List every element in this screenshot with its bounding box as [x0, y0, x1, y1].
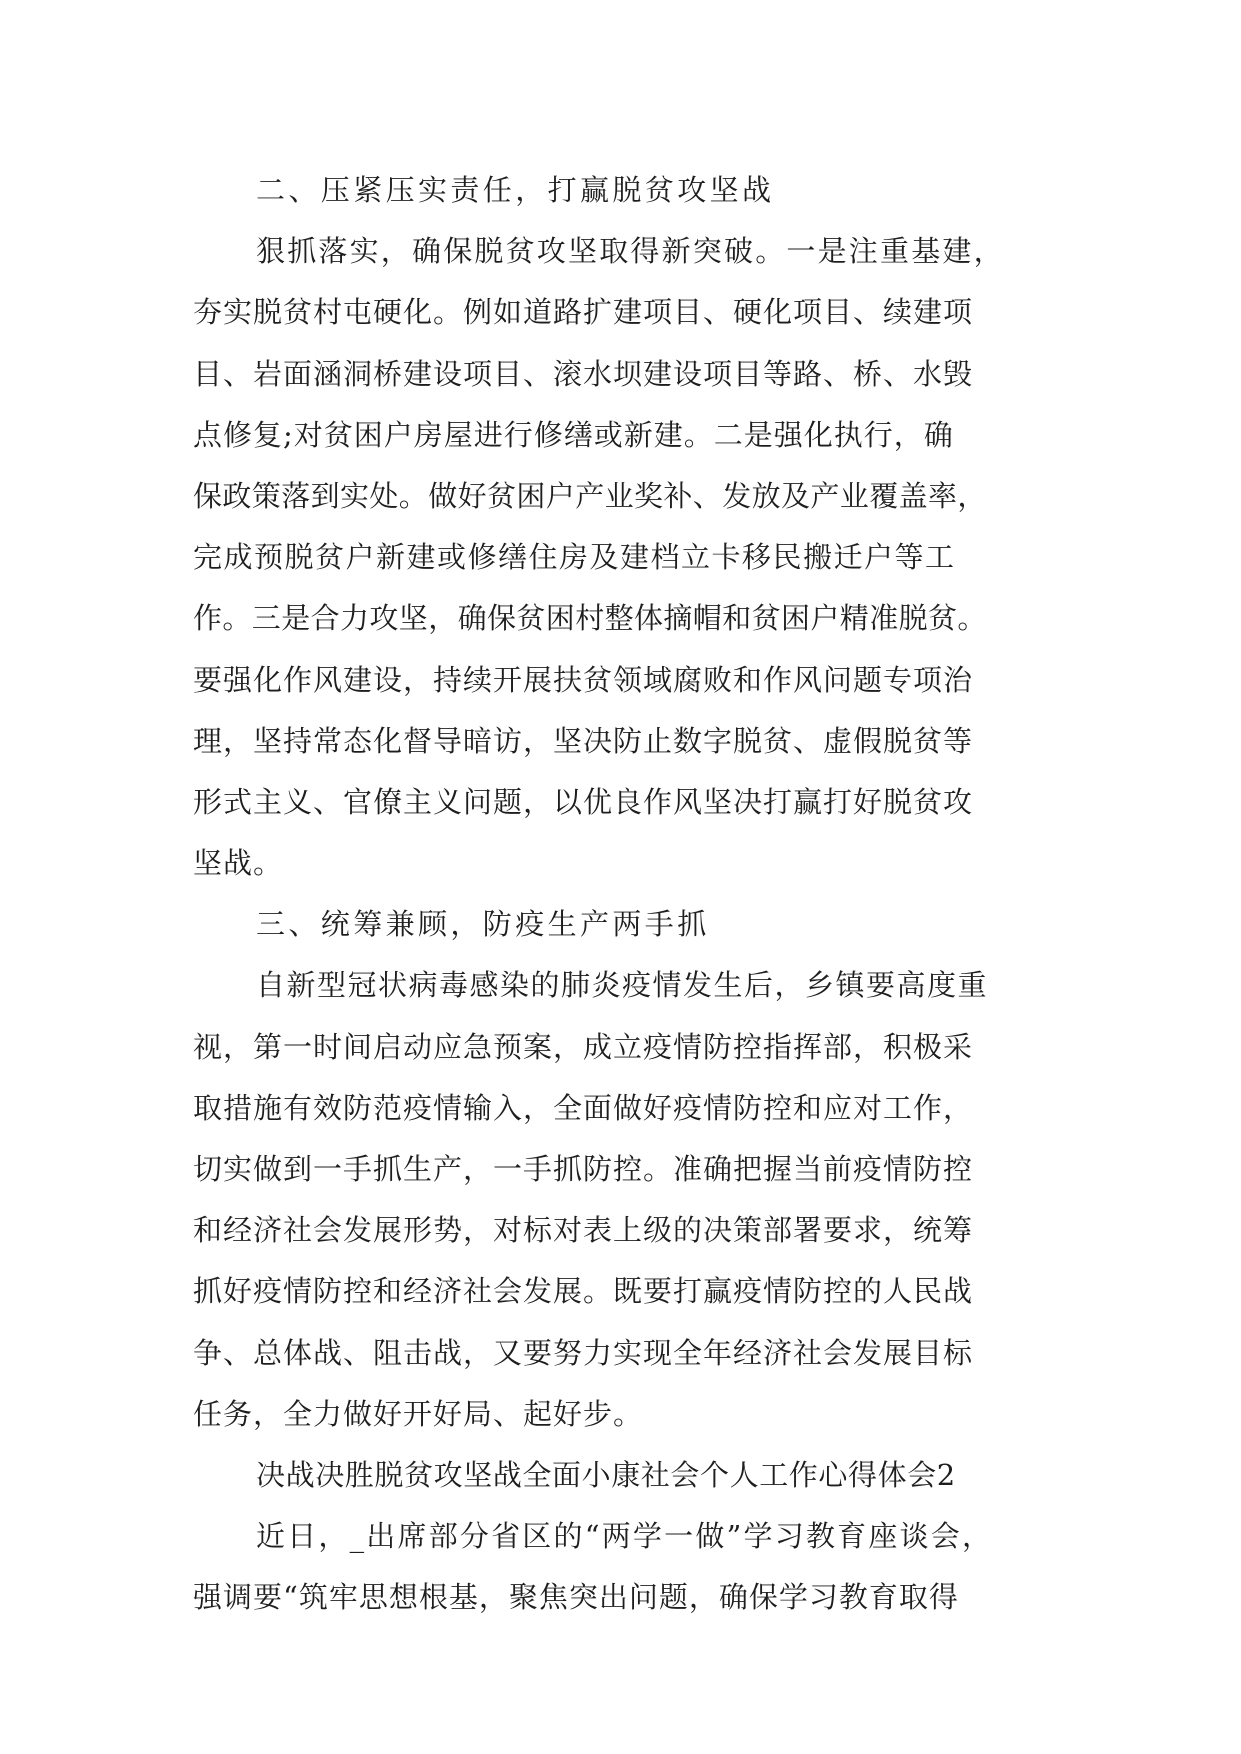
paragraph-line: 夯实脱贫村屯硬化。例如道路扩建项目、硬化项目、续建项 — [193, 295, 974, 330]
paragraph-line: 目、岩面涵洞桥建设项目、滚水坝建设项目等路、桥、水毁 — [193, 356, 974, 391]
paragraph-line: 切实做到一手抓生产，一手抓防控。准确把握当前疫情防控 — [193, 1152, 974, 1186]
paragraph-first-line: 狠抓落实，确保脱贫攻坚取得新突破。一是注重基建， — [256, 234, 1005, 269]
paragraph-first-line: 决战决胜脱贫攻坚战全面小康社会个人工作心得体会2 — [256, 1457, 956, 1492]
paragraph-line: 保政策落到实处。做好贫困户产业奖补、发放及产业覆盖率， — [193, 478, 987, 513]
document-body — [193, 160, 1073, 1629]
paragraph-line: 形式主义、官僚主义问题，以优良作风坚决打赢打好脱贫攻 — [193, 784, 974, 819]
paragraph-line: 任务，全力做好开好局、起好步。 — [193, 1396, 644, 1431]
paragraph-line: 坚战。 — [193, 846, 284, 881]
paragraph-line: 抓好疫情防控和经济社会发展。既要打赢疫情防控的人民战 — [193, 1274, 974, 1309]
paragraph-first-line: 自新型冠状病毒感染的肺炎疫情发生后，乡镇要高度重 — [256, 968, 989, 1003]
paragraph-line: 理，坚持常态化督导暗访，坚决防止数字脱贫、虚假脱贫等 — [193, 723, 974, 758]
paragraph-line: 争、总体战、阻击战，又要努力实现全年经济社会发展目标 — [193, 1335, 974, 1370]
paragraph-line: 作。三是合力攻坚，确保贫困村整体摘帽和贫困户精准脱贫。 — [193, 601, 987, 636]
paragraph-line: 和经济社会发展形势，对标对表上级的决策部署要求，统筹 — [193, 1213, 974, 1248]
paragraph-first-line: 二、压紧压实责任，打赢脱贫攻坚战 — [256, 173, 775, 207]
paragraph-line: 视，第一时间启动应急预案，成立疫情防控指挥部，积极采 — [193, 1029, 974, 1064]
paragraph-first-line: 近日，_出席部分省区的“两学一做”学习教育座谈会， — [256, 1519, 994, 1554]
paragraph-line: 强调要“筑牢思想根基，聚焦突出问题，确保学习教育取得 — [193, 1580, 959, 1615]
paragraph-line: 完成预脱贫户新建或修缮住房及建档立卡移民搬迁户等工 — [193, 540, 956, 575]
paragraph-line: 要强化作风建设，持续开展扶贫领域腐败和作风问题专项治 — [193, 662, 974, 697]
paragraph-first-line: 三、统筹兼顾，防疫生产两手抓 — [256, 907, 710, 942]
paragraph-line: 点修复;对贫困户房屋进行修缮或新建。二是强化执行，确 — [193, 417, 954, 452]
paragraph-line: 取措施有效防范疫情输入，全面做好疫情防控和应对工作， — [193, 1090, 974, 1125]
